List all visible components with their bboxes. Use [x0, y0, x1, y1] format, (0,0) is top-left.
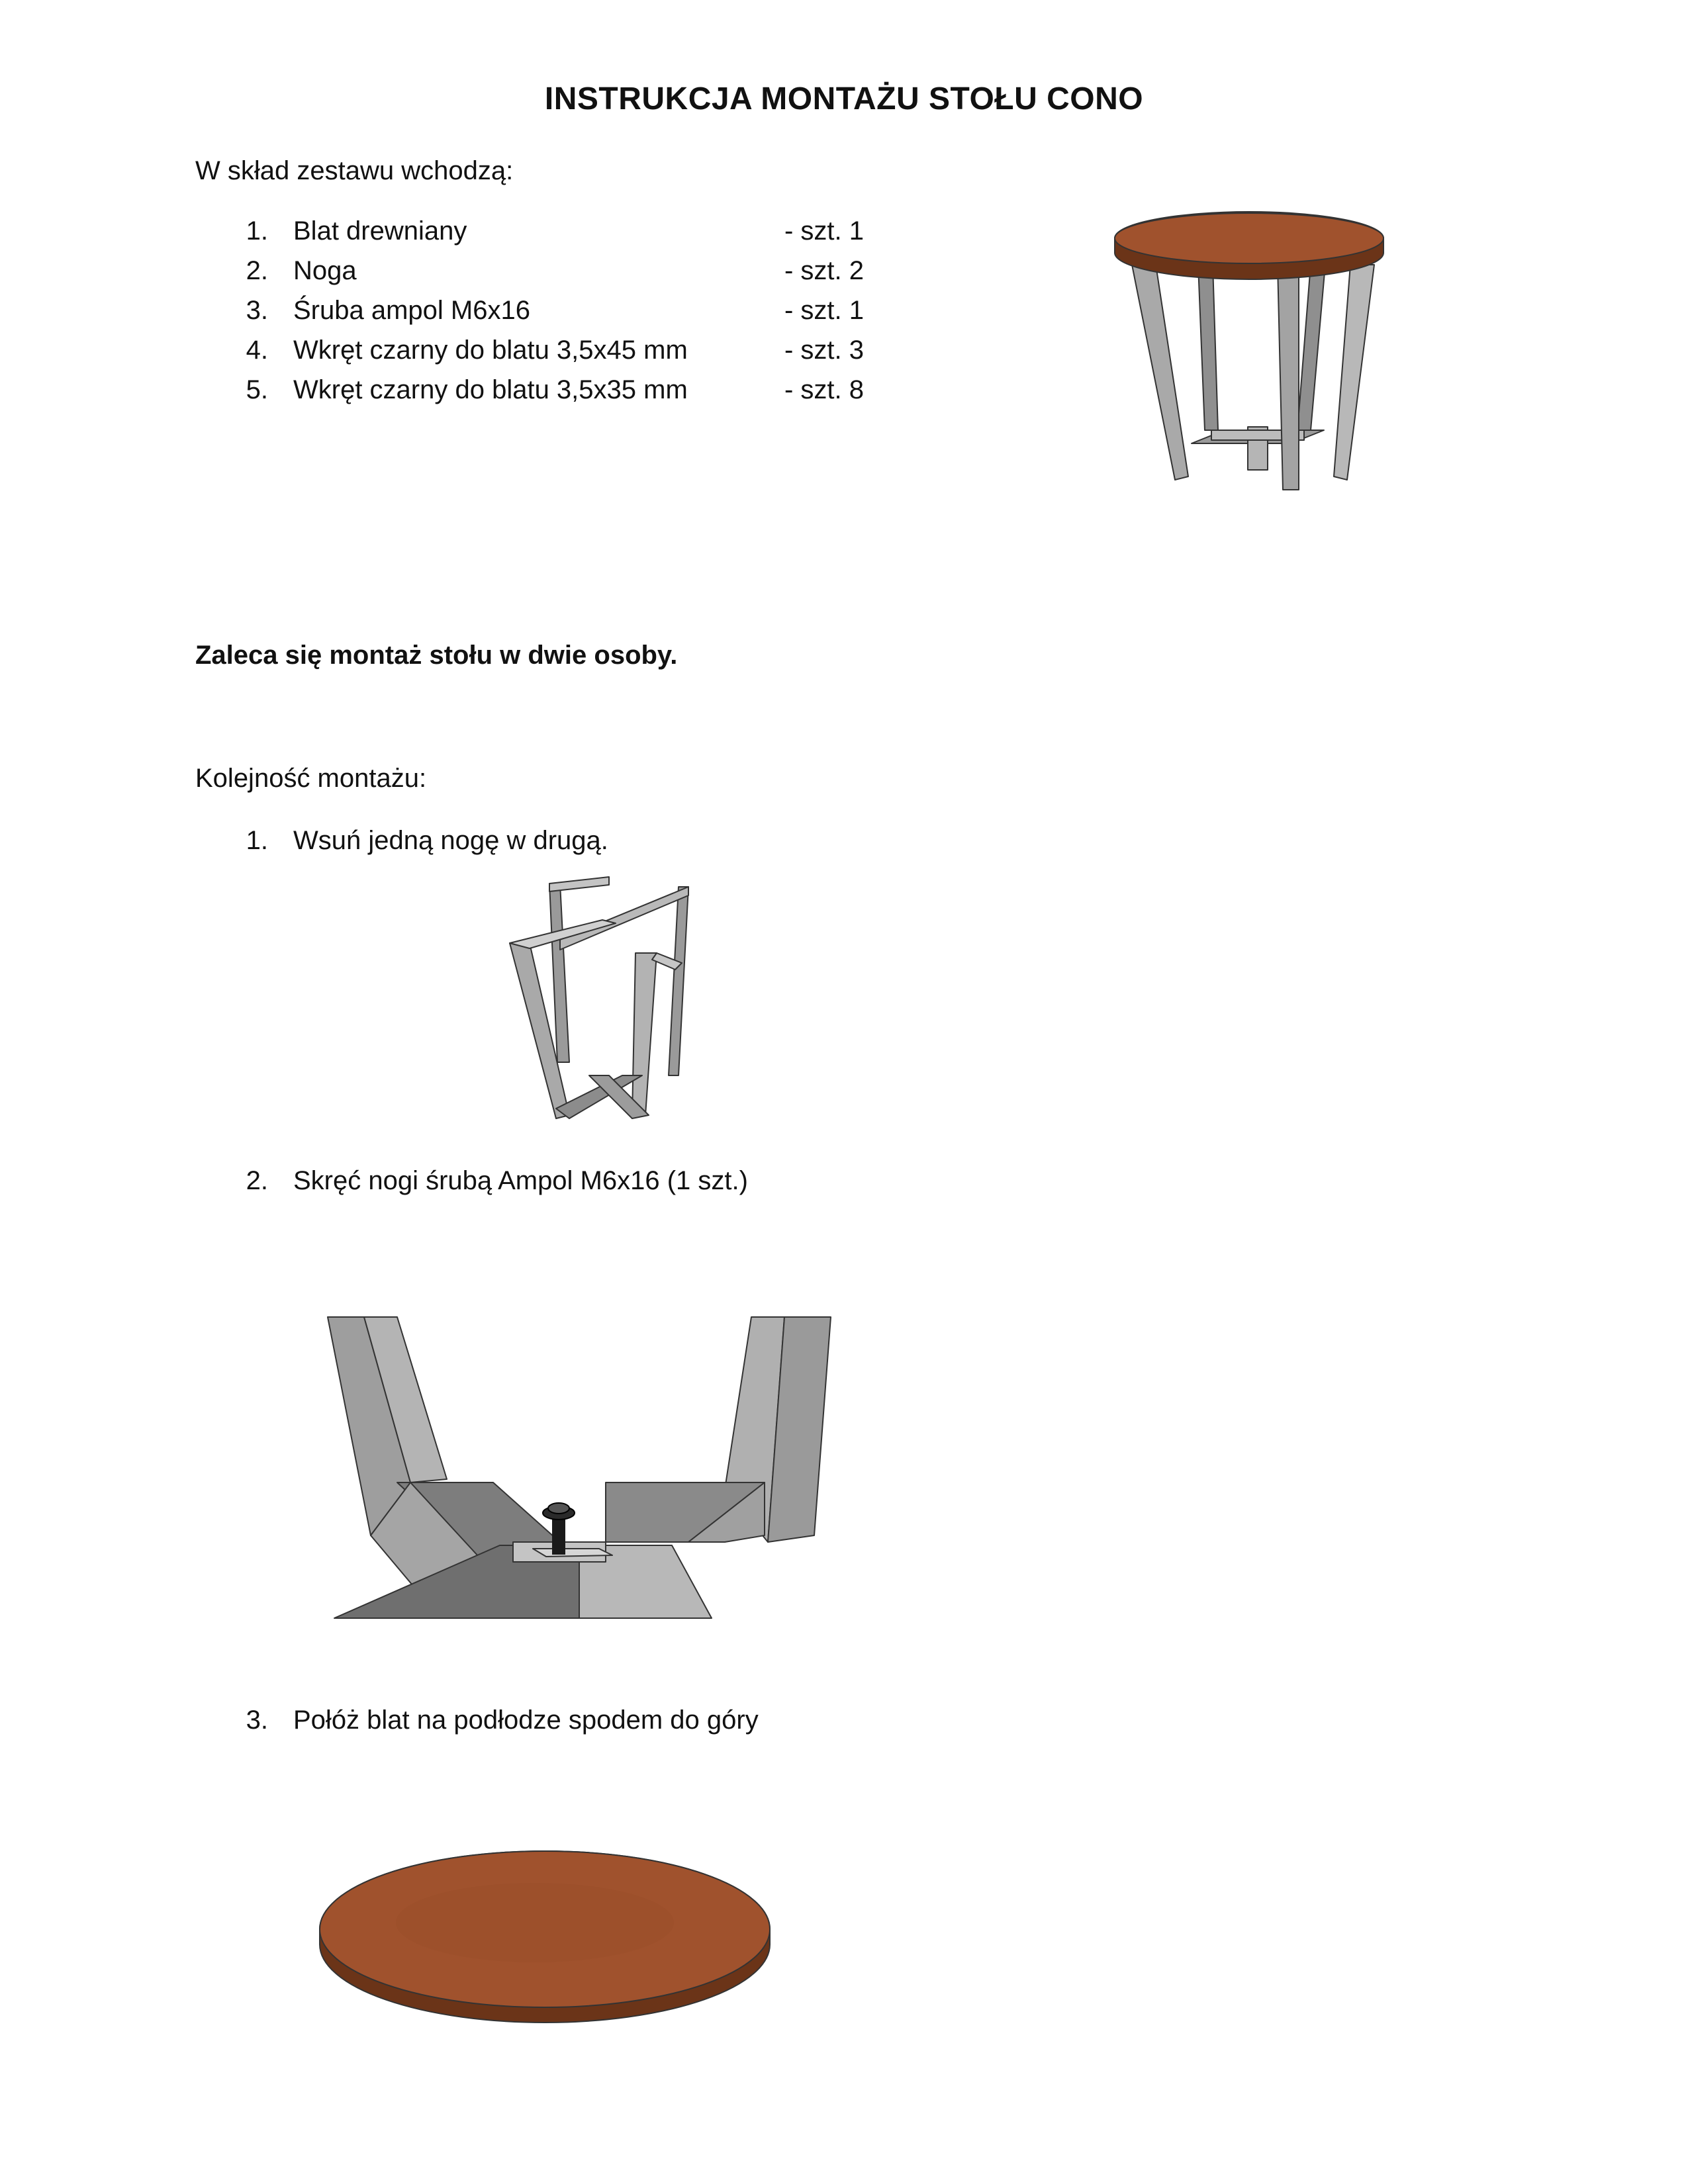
step1-legs-illustration: [510, 877, 708, 1135]
part-quantity: - szt. 1: [784, 296, 865, 325]
part-name: Śruba ampol M6x16: [293, 296, 530, 325]
tabletop-upside-down-illustration: [316, 1846, 773, 2025]
part-quantity: - szt. 1: [784, 216, 865, 246]
part-number: 1.: [246, 216, 268, 246]
set-intro: W skład zestawu wchodzą:: [195, 156, 514, 185]
part-number: 3.: [246, 296, 268, 325]
part-quantity: - szt. 3: [784, 336, 865, 365]
part-name: Wkręt czarny do blatu 3,5x35 mm: [293, 375, 688, 404]
part-name: Wkręt czarny do blatu 3,5x45 mm: [293, 336, 688, 365]
assembled-table-illustration: [1112, 212, 1397, 490]
part-quantity: - szt. 8: [784, 375, 865, 404]
step-text: Skręć nogi śrubą Ampol M6x16 (1 szt.): [293, 1166, 748, 1195]
part-number: 4.: [246, 336, 268, 365]
part-number: 5.: [246, 375, 268, 404]
step-text: Wsuń jedną nogę w drugą.: [293, 826, 608, 855]
page-title: INSTRUKCJA MONTAŻU STOŁU CONO: [544, 81, 1144, 116]
part-name: Blat drewniany: [293, 216, 467, 246]
recommendation-note: Zaleca się montaż stołu w dwie osoby.: [195, 641, 678, 670]
part-quantity: - szt. 2: [784, 256, 865, 285]
step2-screw-illustration: [328, 1317, 831, 1618]
order-heading: Kolejność montażu:: [195, 764, 427, 793]
part-name: Noga: [293, 256, 357, 285]
step-number: 3.: [246, 1706, 268, 1735]
part-number: 2.: [246, 256, 268, 285]
step-number: 1.: [246, 826, 268, 855]
step-text: Połóż blat na podłodze spodem do góry: [293, 1706, 759, 1735]
step-number: 2.: [246, 1166, 268, 1195]
